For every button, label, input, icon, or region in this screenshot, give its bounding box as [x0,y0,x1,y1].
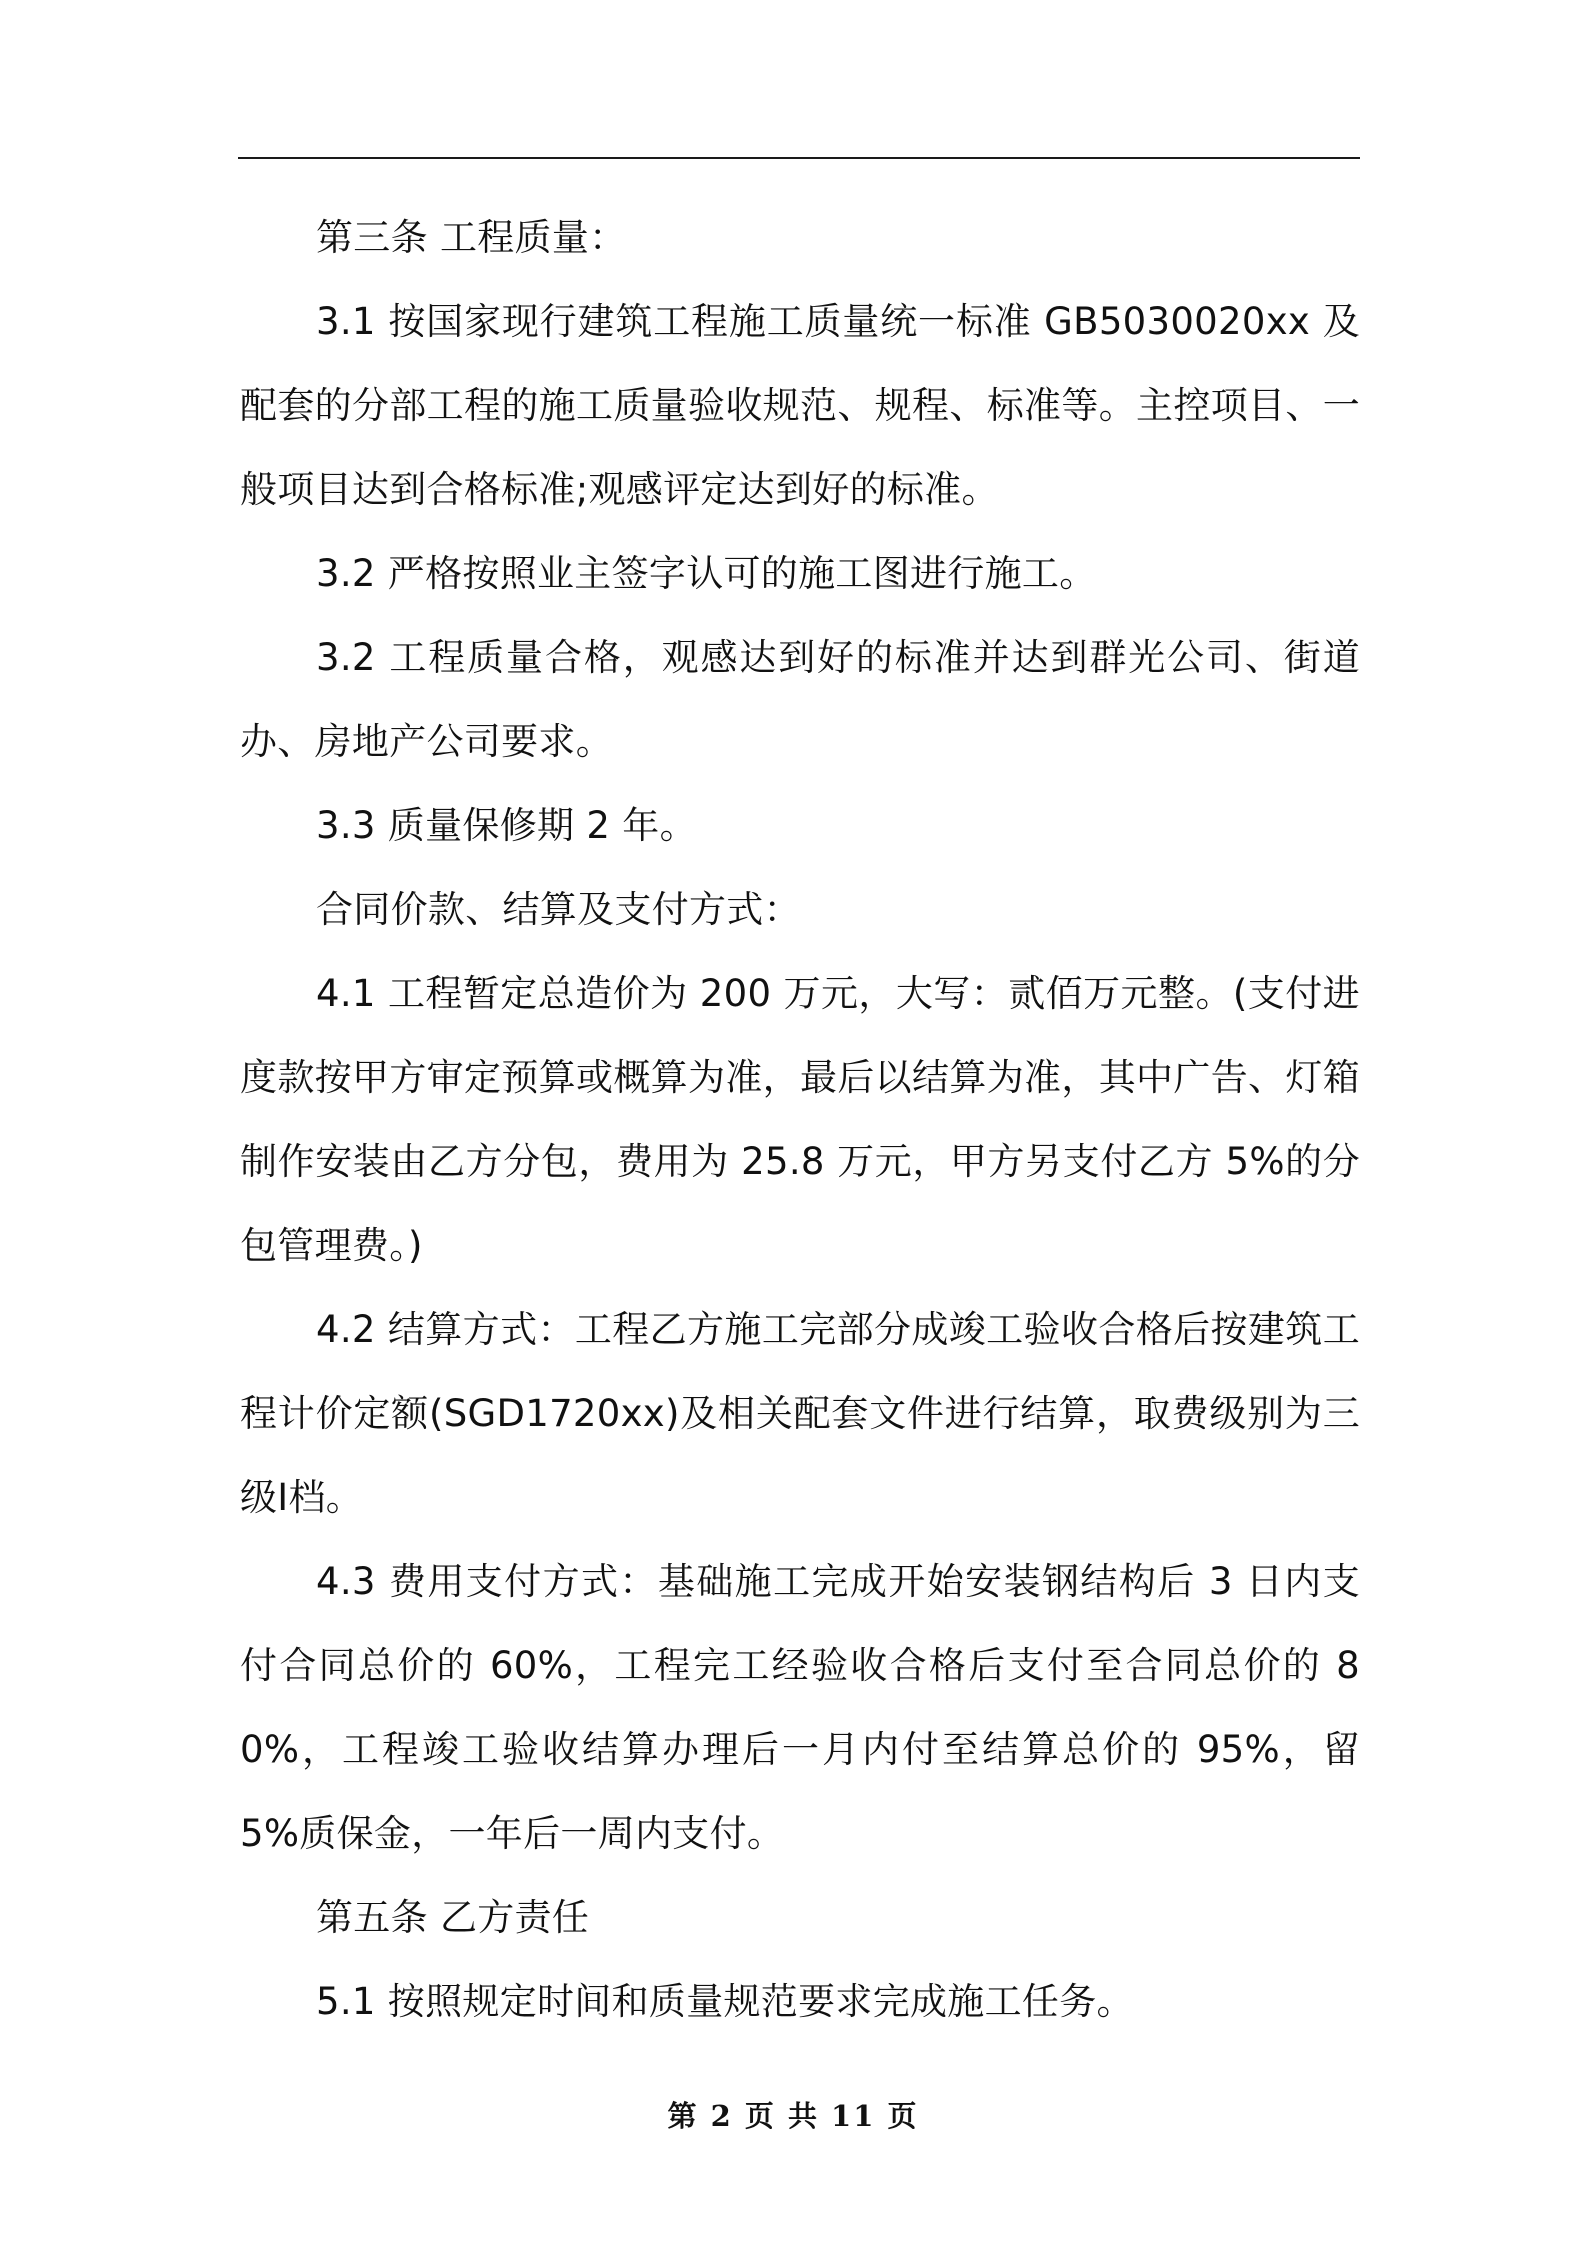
clause-4-1: 4.1 工程暂定总造价为 200 万元，大写：贰佰万元整。(支付进度款按甲方审定预算或概算为准，最后以结算为准，其中广告、灯箱制作安装由乙方分包，费用为 25.8 万元，甲方另支付乙方 5%的分包管理费。) [240,972,1360,1267]
clause-3-2-b: 3.2 工程质量合格，观感达到好的标准并达到群光公司、街道办、房地产公司要求。 [240,636,1360,763]
clause-4-3: 4.3 费用支付方式：基础施工完成开始安装钢结构后 3 日内支付合同总价的 60%，工程完工经验收合格后支付至合同总价的 80%，工程竣工验收结算办理后一月内付至结算总价的 95%，留 5%质保金，一年后一周内支付。 [240,1560,1360,1855]
clause-3-2-a: 3.2 严格按照业主签字认可的施工图进行施工。 [316,552,1097,595]
clause-5-1: 5.1 按照规定时间和质量规范要求完成施工任务。 [316,1980,1134,2023]
section-5-heading: 第五条 乙方责任 [316,1896,590,1939]
page-number-footer: 第 2 页 共 11 页 [667,2099,919,2133]
clause-3-1: 3.1 按国家现行建筑工程施工质量统一标准 GB5030020xx 及配套的分部工程的施工质量验收规范、规程、标准等。主控项目、一般项目达到合格标准;观感评定达到好的标准。 [240,300,1360,511]
clause-3-3: 3.3 质量保修期 2 年。 [316,804,697,847]
clause-4-2: 4.2 结算方式：工程乙方施工完部分成竣工验收合格后按建筑工程计价定额(SGD1720xx)及相关配套文件进行结算，取费级别为三级Ⅰ档。 [240,1308,1360,1519]
section-4-heading: 合同价款、结算及支付方式： [316,888,801,931]
section-3-heading: 第三条 工程质量： [316,216,627,259]
header-rule [238,157,1360,159]
document-body [240,196,1360,2044]
